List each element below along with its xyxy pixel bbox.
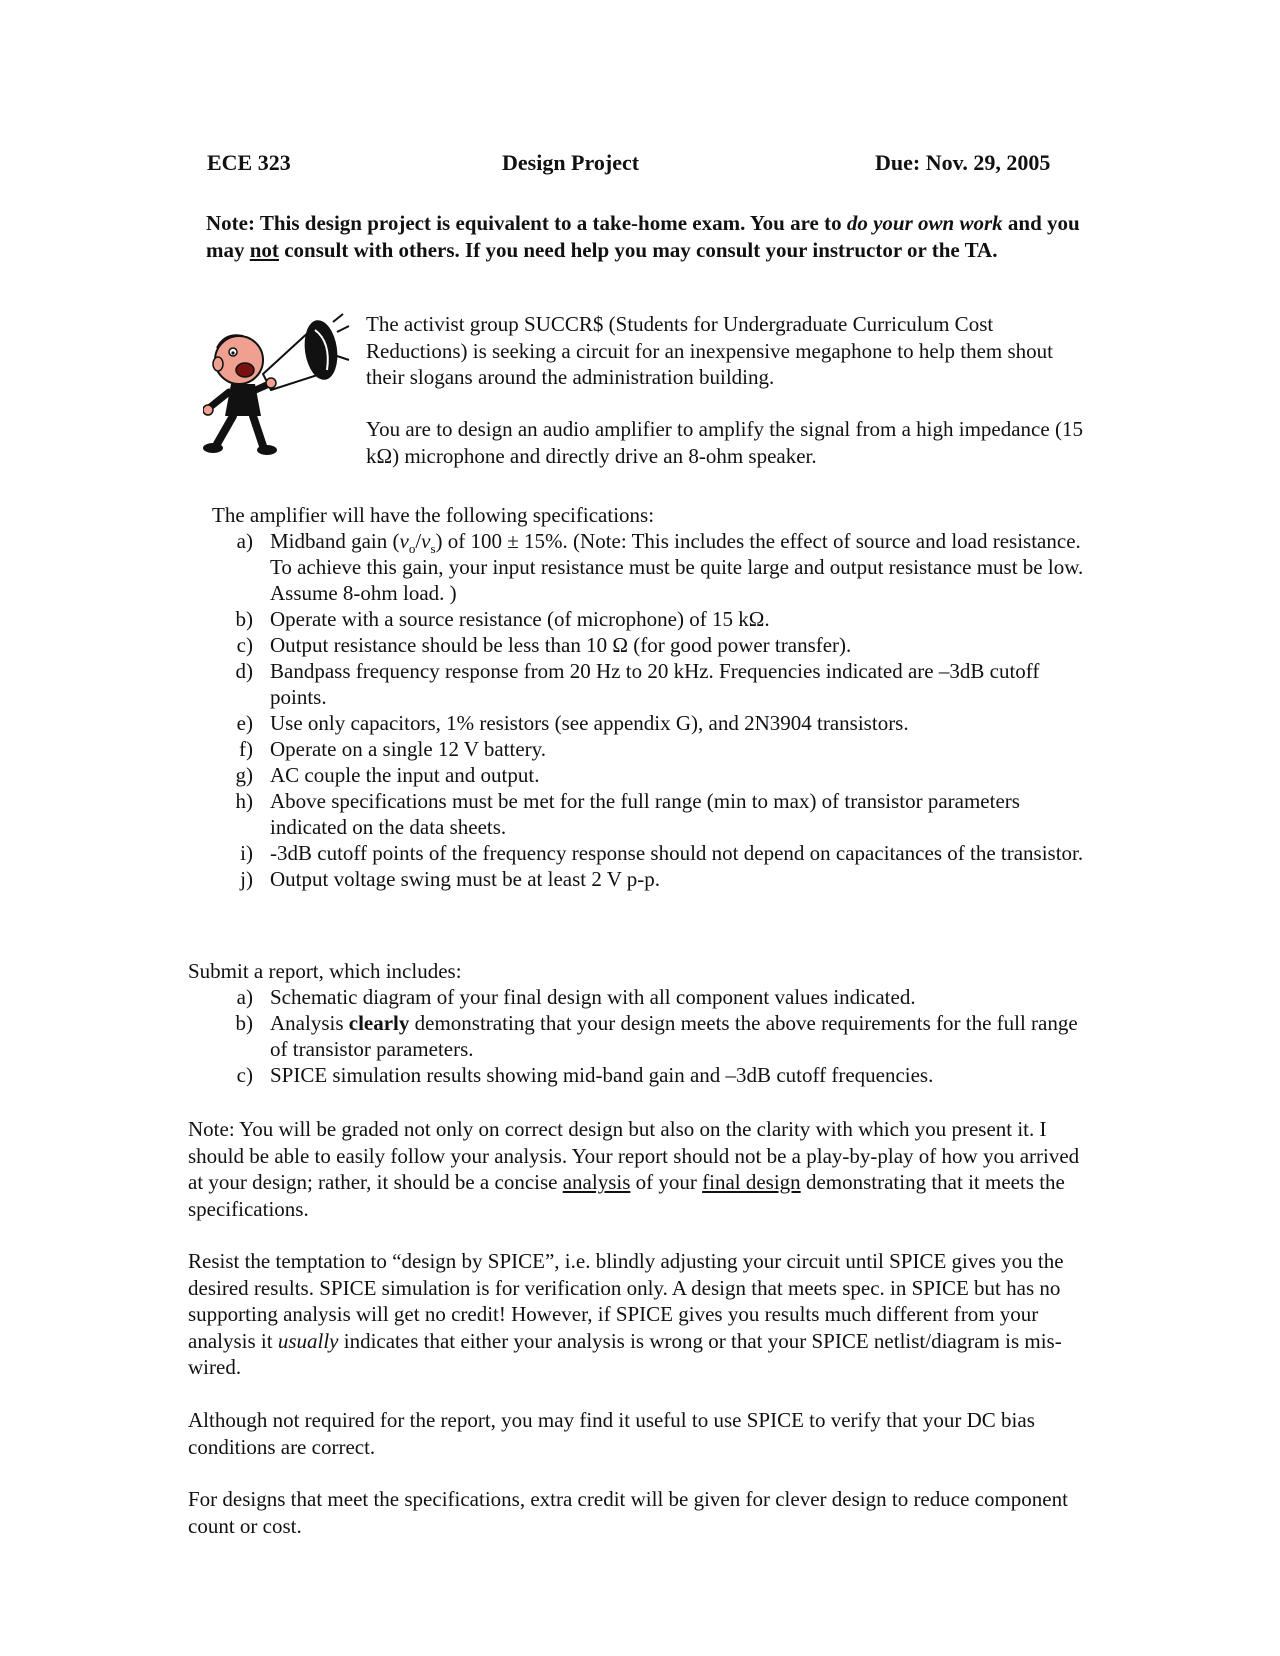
spec-a-text-1: Midband gain ( (270, 529, 400, 553)
spec-marker: h) (235, 789, 253, 813)
spec-a-vo: v (399, 529, 409, 553)
spec-item-e (218, 710, 1098, 736)
spec-text: Output voltage swing must be at least 2 V p-p. (270, 867, 661, 891)
spec-a-text-2: ) of 100 ± 15%. (Note: This includes the effect of source and load resistance. To achieve this gain, your input resistance must be quite large and output resistance must be low. Assume 8-ohm load. ) (270, 529, 1084, 605)
grading-note (188, 1116, 1088, 1222)
report-item-a (218, 984, 1098, 1010)
course-code: ECE 323 (207, 150, 291, 175)
grading-underline-analysis: analysis (562, 1170, 631, 1194)
spec-text: Output resistance should be less than 10 Ω (for good power transfer). (270, 633, 852, 657)
report-marker: c) (236, 1063, 253, 1087)
spec-item-a (218, 528, 1098, 606)
spec-item-i (218, 840, 1098, 866)
note-text-3: consult with others. If you need help you may consult your instructor or the TA. (278, 237, 998, 262)
spec-marker: e) (236, 711, 253, 735)
spec-a-vs: v (421, 529, 431, 553)
megaphone-man-icon (203, 312, 353, 460)
report-list (218, 984, 1098, 1088)
report-bold: clearly (348, 1011, 410, 1035)
report-item-b (218, 1010, 1098, 1062)
spec-item-f (218, 736, 1098, 762)
note-emphasis: do your own work (846, 211, 1003, 235)
spec-text: Above specifications must be met for the full range (min to max) of transistor parameters indicated on the data sheets. (270, 789, 1020, 839)
note-underlined: not (249, 237, 279, 262)
spec-marker: c) (236, 633, 253, 657)
note-text-1: Note: This design project is equivalent to a take-home exam. You are to (206, 211, 847, 235)
report-item-c (218, 1062, 1098, 1088)
spec-item-d (218, 658, 1098, 710)
spec-item-j (218, 866, 1098, 892)
spec-text: Bandpass frequency response from 20 Hz to 20 kHz. Frequencies indicated are –3dB cutoff points. (270, 659, 1040, 709)
spec-item-h (218, 788, 1098, 840)
grading-text-3: demonstrating that it meets the specifications. (188, 1170, 1065, 1221)
specs-heading: The amplifier will have the following specifications: (212, 503, 655, 527)
specs-list (218, 528, 1098, 892)
report-text: Schematic diagram of your final design with all component values indicated. (270, 985, 916, 1009)
grading-underline-final-design: final design (702, 1170, 801, 1194)
exam-note (206, 210, 1086, 263)
spec-text: Use only capacitors, 1% resistors (see appendix G), and 2N3904 transistors. (270, 711, 909, 735)
spec-a-vo-sub: o (408, 541, 416, 557)
spec-marker: i) (240, 841, 253, 865)
spice-paragraph (188, 1248, 1088, 1381)
spice-text-1: Resist the temptation to “design by SPICE”, i.e. blindly adjusting your circuit until SPICE gives you the desired results. SPICE simulation is for verification only. A design that meets spec. in SPICE but has no supporting analysis will get no credit! However, if SPICE gives you results much different from your analysis it (188, 1249, 1064, 1353)
report-text-2: demonstrating that your design meets the above requirements for the full range of transistor parameters. (270, 1011, 1078, 1061)
note-text-2: and you may (206, 211, 1080, 262)
spec-marker: j) (240, 867, 253, 891)
grading-text-2: of your (630, 1170, 703, 1194)
spec-marker: d) (235, 659, 253, 683)
report-marker: b) (235, 1011, 253, 1035)
report-text-1: Analysis (270, 1011, 349, 1035)
report-heading: Submit a report, which includes: (188, 959, 462, 983)
spec-a-slash: / (415, 529, 422, 553)
due-date: Due: Nov. 29, 2005 (875, 150, 1051, 175)
spec-item-c (218, 632, 1098, 658)
dc-bias-paragraph: Although not required for the report, you may find it useful to use SPICE to verify that your DC bias conditions are correct. (188, 1408, 1035, 1459)
spice-text-2: indicates that either your analysis is wrong or that your SPICE netlist/diagram is mis-wired. (188, 1328, 1062, 1379)
report-marker: a) (236, 985, 253, 1009)
spec-text: Operate with a source resistance (of microphone) of 15 kΩ. (270, 607, 770, 631)
spice-emphasis: usually (277, 1328, 339, 1353)
report-text: SPICE simulation results showing mid-band gain and –3dB cutoff frequencies. (270, 1063, 934, 1087)
spec-text: AC couple the input and output. (270, 763, 540, 787)
intro-paragraph: The activist group SUCCR$ (Students for Undergraduate Curriculum Cost Reductions) is seeking a circuit for an inexpensive megaphone to help them shout their slogans around the administration building. (366, 312, 1053, 389)
spec-item-b (218, 606, 1098, 632)
spec-item-g (218, 762, 1098, 788)
spec-marker: g) (235, 763, 253, 787)
spec-marker: a) (236, 529, 253, 553)
spec-marker: f) (239, 737, 253, 761)
extra-credit-paragraph: For designs that meet the specifications, extra credit will be given for clever design to reduce component count or cost. (188, 1487, 1068, 1538)
spec-text: -3dB cutoff points of the frequency response should not depend on capacitances of the transistor. (270, 841, 1084, 865)
spec-text: Operate on a single 12 V battery. (270, 737, 547, 761)
spec-a-vs-sub: s (430, 541, 436, 557)
grading-text-1: Note: You will be graded not only on correct design but also on the clarity with which you present it. I should be able to easily follow your analysis. Your report should not be a play-by-play of how you arrived at your design; rather, it should be a concise (188, 1117, 1080, 1194)
task-paragraph: You are to design an audio amplifier to amplify the signal from a high impedance (15 kΩ) microphone and directly drive an 8-ohm speaker. (366, 417, 1083, 468)
spec-marker: b) (235, 607, 253, 631)
document-title: Design Project (502, 150, 640, 175)
